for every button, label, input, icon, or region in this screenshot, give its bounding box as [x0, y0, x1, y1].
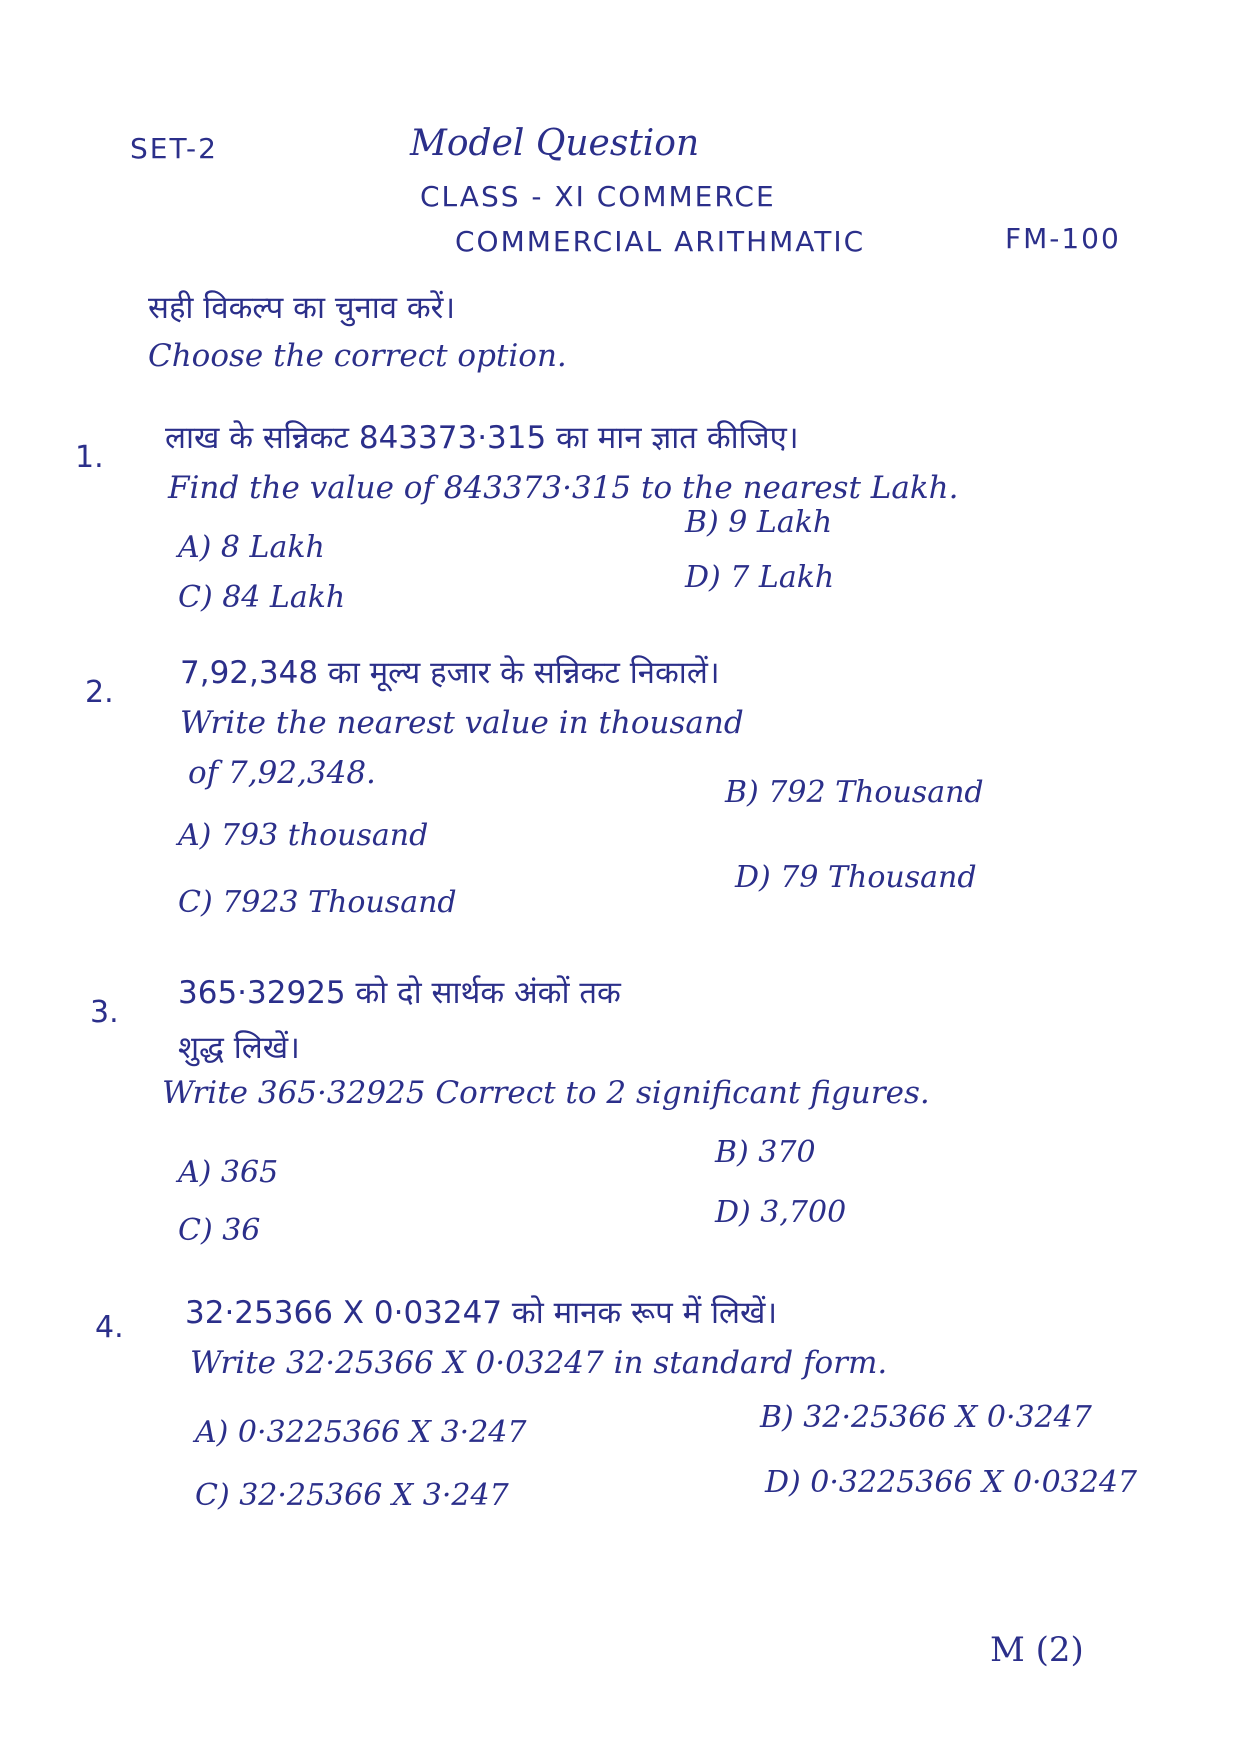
option-b: B) 32·25366 X 0·3247 [760, 1400, 1092, 1435]
subject-label: COMMERCIAL ARITHMATIC [455, 225, 866, 258]
option-d: D) 0·3225366 X 0·03247 [765, 1465, 1138, 1500]
option-c: C) 36 [178, 1213, 261, 1248]
question-hindi: 7,92,348 का मूल्य हजार के सन्निकट निकालें। [180, 655, 720, 691]
question-number: 4. [95, 1310, 124, 1345]
page-title: Model Question [410, 123, 700, 164]
option-b: B) 370 [715, 1135, 816, 1170]
option-c: C) 7923 Thousand [178, 885, 457, 920]
option-a: A) 0·3225366 X 3·247 [195, 1415, 527, 1450]
option-b: B) 792 Thousand [725, 775, 984, 810]
option-a: A) 8 Lakh [178, 530, 325, 565]
question-english-cont: of 7,92,348. [188, 755, 376, 791]
option-a: A) 793 thousand [178, 818, 429, 853]
option-d: D) 79 Thousand [735, 860, 977, 895]
question-hindi-cont: शुद्ध लिखें। [178, 1030, 300, 1066]
question-number: 1. [75, 440, 104, 475]
instruction-hindi: सही विकल्प का चुनाव करें। [148, 290, 456, 326]
option-d: D) 7 Lakh [685, 560, 835, 595]
question-english: Write the nearest value in thousand [180, 705, 744, 741]
class-label: CLASS - XI COMMERCE [420, 180, 776, 213]
question-number: 3. [90, 995, 119, 1030]
question-number: 2. [85, 675, 114, 710]
full-marks: FM-100 [1005, 222, 1121, 255]
set-label: SET-2 [130, 132, 218, 165]
option-b: B) 9 Lakh [685, 505, 833, 540]
question-hindi: लाख के सन्निकट 843373·315 का मान ज्ञात कीजिए। [165, 420, 799, 456]
page-mark: M (2) [990, 1630, 1084, 1670]
question-hindi: 32·25366 X 0·03247 को मानक रूप में लिखें। [185, 1295, 778, 1331]
option-d: D) 3,700 [715, 1195, 847, 1230]
option-a: A) 365 [178, 1155, 279, 1190]
instruction-english: Choose the correct option. [148, 338, 567, 374]
question-english: Find the value of 843373·315 to the nearest Lakh. [168, 470, 959, 506]
option-c: C) 84 Lakh [178, 580, 346, 615]
question-english: Write 32·25366 X 0·03247 in standard form. [190, 1345, 888, 1381]
question-hindi: 365·32925 को दो सार्थक अंकों तक [178, 975, 621, 1011]
question-english: Write 365·32925 Correct to 2 significant figures. [162, 1075, 930, 1111]
option-c: C) 32·25366 X 3·247 [195, 1478, 509, 1513]
